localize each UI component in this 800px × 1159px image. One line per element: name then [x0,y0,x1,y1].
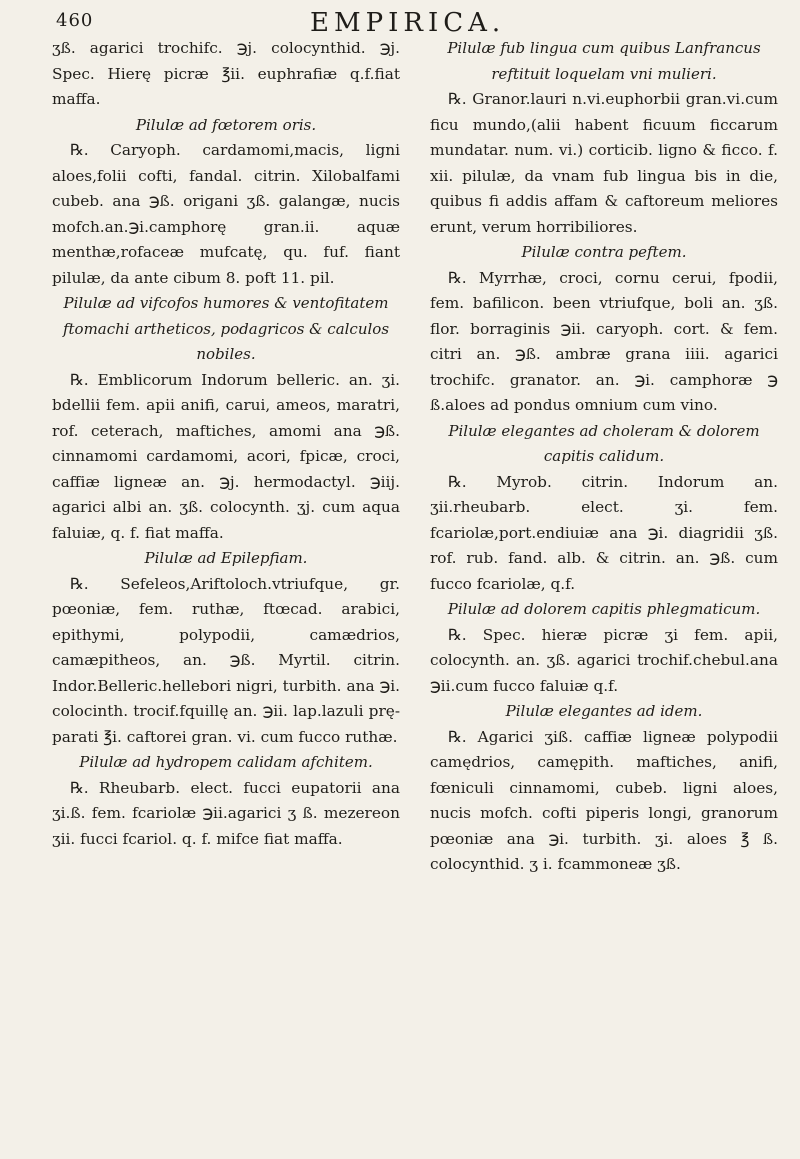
recipe-paragraph: ℞. Myrrhæ, croci, cornu cerui, fpodii, fem. bafilicon. been vtriufque, boli an. ʒß. flor. borraginis ℈ii. caryoph. cort. & fem. citri an. ℈ß. ambræ grana iiii. agarici trochifc. granator. an. ℈i. camphoræ ℈ ß.aloes ad pondus omnium cum vino. [430,268,778,414]
recipe-heading: Pilulæ ad hydropem calidam afchitem. [79,753,373,771]
recipe-heading: Pilulæ fub lingua cum quibus Lanfrancus reftituit loquelam vni mulieri. [447,39,761,83]
recipe-heading: Pilulæ contra peftem. [521,243,687,261]
recipe-paragraph: ℞. Emblicorum Indorum belleric. an. ʒi. bdellii fem. apii anifi, carui, ameos, maratri, rof. ceterach, maftiches, amomi ana ℈ß. cinnamomi cardamomi, acori, fpicæ, croci, caffiæ ligneæ an. ℈j. hermodactyl. ℈iij. agarici albi an. ʒß. colocynth. ʒj. cum aqua faluiæ, q. f. fiat maffa. [52,370,400,542]
recipe-paragraph: ℞. Rheubarb. elect. fucci eupatorii ana ʒi.ß. fem. fcariolæ ℈ii.agarici ʒ ß. mezereon ʒii. fucci fcariol. q. f. mifce fiat maffa. [52,778,400,848]
right-column [430,36,778,878]
recipe-paragraph: ℞. Myrob. citrin. Indorum an. ʒii.rheubarb. elect. ʒi. fem. fcariolæ,port.endiuiæ ana ℈i. diagridii ʒß. rof. rub. fand. alb. & citrin. an. ℈ß. cum fucco fcariolæ, q.f. [430,472,778,593]
recipe-heading: Pilulæ elegantes ad idem. [505,702,703,720]
recipe-paragraph: ℞. Agarici ʒiß. caffiæ ligneæ polypodii camędrios, camępith. maftiches, anifi, fœniculi cinnamomi, cubeb. ligni aloes, nucis mofch. cofti piperis longi, granorum pœoniæ ana ℈i. turbith. ʒi. aloes ℥ ß. colocynthid. ʒ i. fcammoneæ ʒß. [430,727,778,873]
recipe-heading: Pilulæ ad vifcofos humores & ventofitatem ftomachi artheticos, podagricos & calculos nobiles. [62,294,390,363]
recipe-paragraph: ℞. Spec. hieræ picræ ʒi fem. apii, colocynth. an. ʒß. agarici trochif.chebul.ana ℈ii.cum fucco faluiæ q.f. [430,625,778,695]
recipe-heading: Pilulæ elegantes ad choleram & dolorem capitis calidum. [448,421,760,465]
recipe-heading: Pilulæ ad Epilepfiam. [144,549,308,567]
recipe-paragraph: ℞. Sefeleos,Ariftoloch.vtriufque, gr. pœoniæ, fem. ruthæ, ftœcad. arabici, epithymi, polypodii, camædrios, camæpitheos, an. ℈ß. Myrtil. citrin. Indor.Belleric.hellebori nigri, turbith. ana ℈i. colocinth. trocif.fquillę an. ℈ii. lap.lazuli prę-parati ℥i. caftorei gran. vi. cum fucco ruthæ. [52,574,400,746]
running-head: EMPIRICA. [310,8,506,38]
recipe-heading: Pilulæ ad fœtorem oris. [135,115,317,134]
recipe-paragraph: ʒß. agarici trochifc. ℈j. colocynthid. ℈j. Spec. Hierę picræ ℥ii. euphrafiæ q.f.fiat maffa. [52,39,400,108]
left-column [52,36,400,878]
recipe-paragraph: ℞. Caryoph. cardamomi,macis, ligni aloes,folii cofti, fandal. citrin. Xilobalfami cubeb. ana ℈ß. origani ʒß. galangæ, nucis mofch.an.℈i.camphorę gran.ii. aquæ menthæ,rofaceæ mufcatę, qu. fuf. fiant pilulæ, da ante cibum 8. poft 11. pil. [52,141,400,287]
recipe-paragraph: ℞. Granor.lauri n.vi.euphorbii gran.vi.cum ficu mundo,(alii habent ficuum ficcarum mundatar. num. vi.) corticib. ligno & ficco. f. xii. pilulæ, da vnam fub lingua bis in die, quibus fi addis affam & caftoreum meliores erunt, verum horribiliores. [430,90,778,236]
text-columns [52,36,778,878]
recipe-heading: Pilulæ ad dolorem capitis phlegmaticum. [447,600,761,618]
page-number: 460 [56,10,94,31]
page-header [52,8,778,36]
